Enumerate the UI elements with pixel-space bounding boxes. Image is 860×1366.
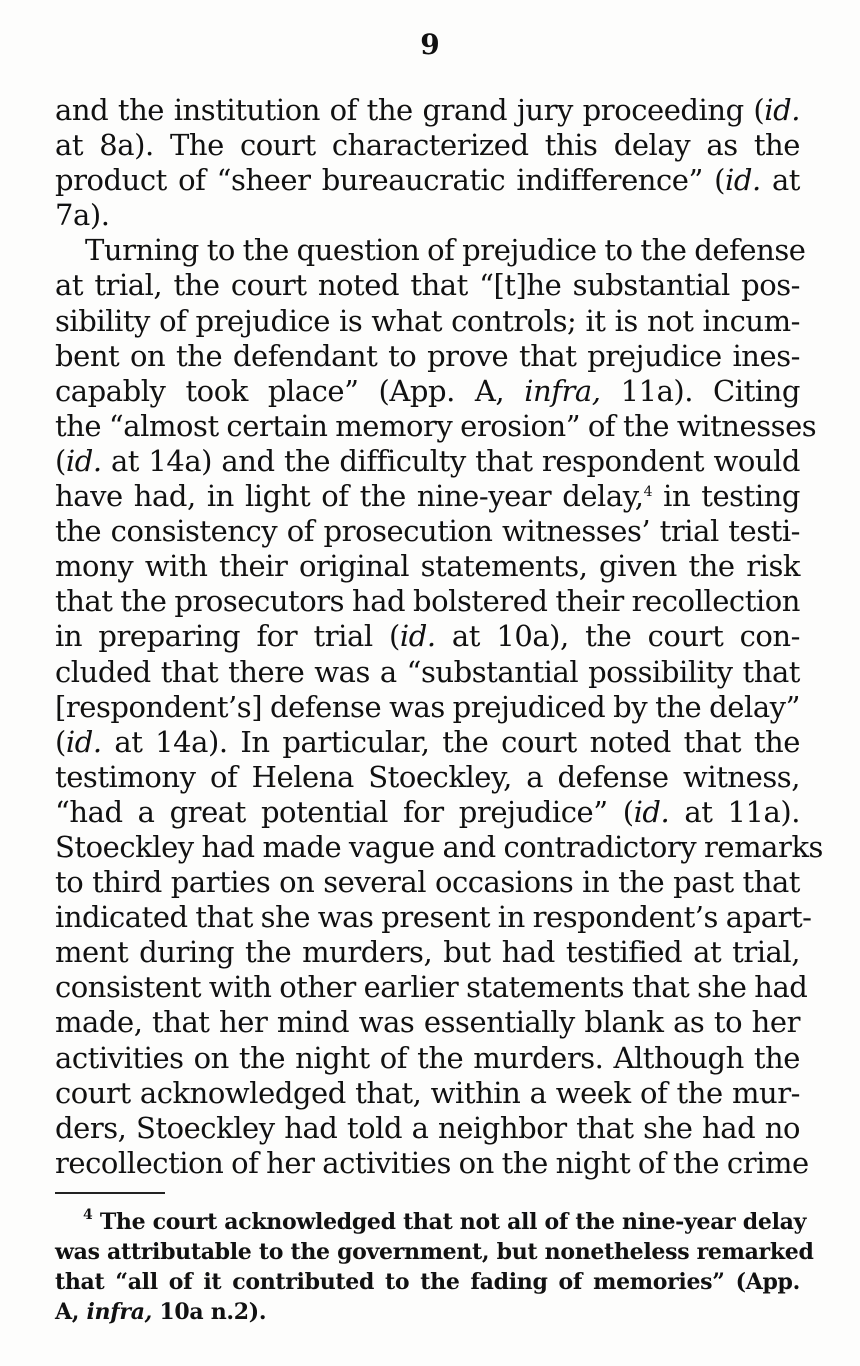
text-line: the “almost certain memory erosion” of the witnesses (55, 408, 817, 443)
text-line: cluded that there was a “substantial possibility that (55, 654, 800, 689)
text-line: bent on the defendant to prove that prejudice ines- (55, 338, 800, 373)
footnote (55, 1207, 814, 1327)
text-line: activities on the night of the murders. Although the (55, 1040, 800, 1075)
text-line: “had a great potential for prejudice” (id. at 11a). (55, 794, 800, 829)
text-line: at trial, the court noted that “[t]he substantial pos- (55, 268, 800, 303)
text-line: court acknowledged that, within a week of the mur- (55, 1075, 800, 1110)
text-line: 7a). (55, 198, 110, 233)
body-text (55, 93, 823, 1181)
text-line: have had, in light of the nine-year delay,$^4$ in testing (55, 479, 800, 514)
text-line: consistent with other earlier statements that she had (55, 970, 808, 1005)
text-line: capably took place” (App. A, infra, 11a). Citing (55, 373, 800, 408)
text-line: Stoeckley had made vague and contradictory remarks (55, 829, 823, 864)
footnote-marker: 4 (83, 1207, 93, 1223)
text-line: that the prosecutors had bolstered their recollection (55, 584, 800, 619)
text-line: recollection of her activities on the night of the crime (55, 1145, 809, 1180)
footnote-line: was attributable to the government, but nonetheless remarked (55, 1239, 814, 1265)
footnote-line: $^4$ The court acknowledged that not all of the nine-year delay (83, 1207, 807, 1235)
text-line: to third parties on several occasions in the past that (55, 865, 800, 900)
text-line: (id. at 14a) and the difficulty that respondent would (55, 443, 800, 478)
footnote-reference: 4 (643, 484, 653, 501)
text-line: and the institution of the grand jury proceeding (id. (55, 93, 800, 127)
text-line: testimony of Helena Stoeckley, a defense witness, (55, 759, 800, 794)
text-line: (id. at 14a). In particular, the court noted that the (55, 724, 800, 759)
text-line: in preparing for trial (id. at 10a), the court con- (55, 619, 800, 654)
text-line: ment during the murders, but had testified at trial, (55, 935, 800, 970)
text-line: [respondent’s] defense was prejudiced by the delay” (55, 689, 800, 724)
text-line: the consistency of prosecution witnesses’ trial testi- (55, 514, 800, 549)
text-line: Turning to the question of prejudice to the defense (85, 233, 806, 268)
text-line: ders, Stoeckley had told a neighbor that she had no (55, 1110, 800, 1145)
text-line: made, that her mind was essentially blank as to her (55, 1005, 800, 1040)
footnote-line: A, infra, 10a n.2). (55, 1299, 267, 1325)
text-line: product of “sheer bureaucratic indifference” (id. at (55, 163, 800, 198)
text-line: at 8a). The court characterized this delay as the (55, 128, 800, 163)
footnote-separator (55, 1192, 165, 1194)
text-line: mony with their original statements, given the risk (55, 549, 800, 584)
text-line: indicated that she was present in respondent’s apart- (55, 900, 812, 935)
page-number: 9 (420, 28, 440, 61)
text-line: sibility of prejudice is what controls; it is not incum- (55, 303, 800, 338)
footnote-line: that “all of it contributed to the fading of memories” (App. (55, 1269, 800, 1295)
